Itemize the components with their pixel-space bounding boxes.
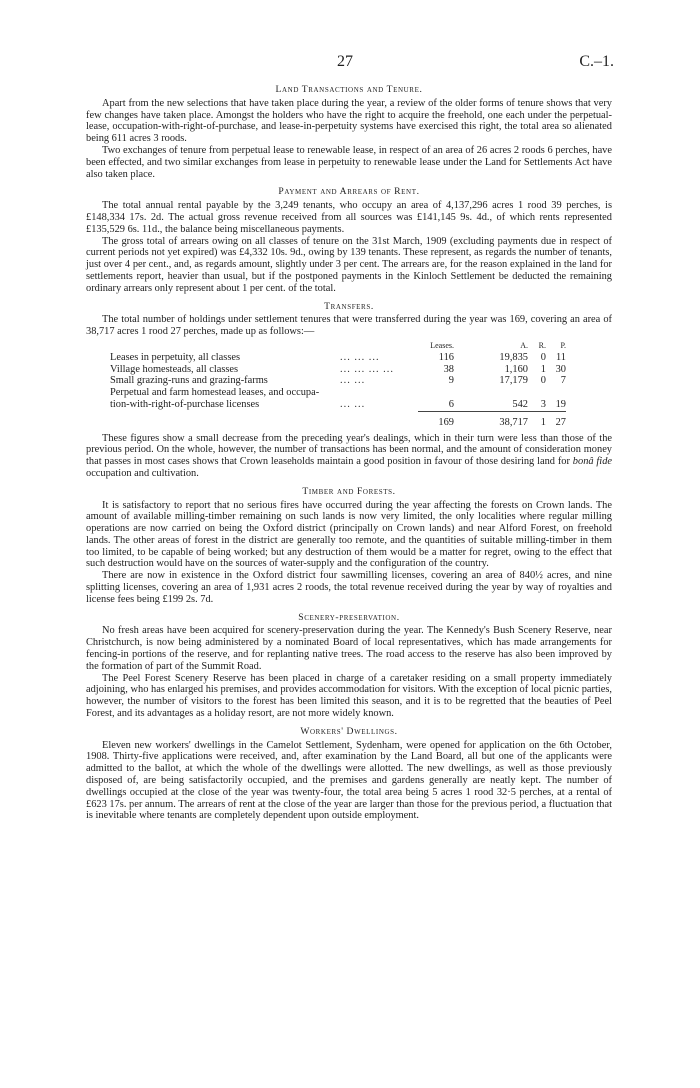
paragraph: Apart from the new selections that have taken place during the year, a review of the older forms of tenure shows that very few changes have taken place. Amongst the holders who have the right to acquire the freehold, one each under the perpetual-lease, occupation-with-right-of-purchase, and lease-in-perpetuity systems have exercised this right, the total area so alienated being 611 acres 3 roods.	[86, 97, 612, 145]
leader-dots: ... ...	[340, 375, 366, 387]
page-number: 27	[337, 53, 353, 70]
paragraph: Eleven new workers' dwellings in the Camelot Settlement, Sydenham, were opened for application on the 6th October, 1908. Thirty-five applications were received, and, after examination by the Land Board, all but one of the applicants were admitted to the ballot, at which the whole of the dwellings were allotted. The new dwellings, as well as those previously disposed of, are being satisfactorily occupied, and the premises and gardens generally are neatly kept. The number of dwellings occupied at the close of the year was twenty-four, the total area being 5 acres 1 rood 32·5 perches, at a rental of £623 17s. per annum. The arrears of rent at the close of the year are larger than those for the previous period, a fluctuation that is inevitable where tenants are completely dependent upon outside employment.	[86, 739, 612, 822]
cell-roods: 3	[540, 398, 546, 410]
total-acres: 38,717	[454, 411, 528, 428]
paragraph: No fresh areas have been acquired for scenery-preservation during the year. The Kennedy's Bush Scenery Reserve, near Christchurch, is now being administered by a nominated Board of local representatives, which has made arrangements for fencing-in portions of the reserve, and for replanting native trees. The road access to the reserve has also been improved by the formation of part of the Summit Road.	[86, 625, 612, 672]
table-row-continuation	[110, 399, 566, 411]
cell-perches: 19	[555, 398, 566, 410]
table-row	[110, 352, 566, 364]
italic-phrase: bonâ fide	[572, 456, 612, 468]
cell-perches: 30	[555, 363, 566, 375]
col-header-perches: P.	[560, 340, 566, 350]
paragraph	[86, 433, 612, 480]
table-total-row	[110, 411, 566, 428]
cell-roods: 0	[540, 375, 546, 387]
table-header-row	[110, 340, 566, 352]
row-label: Village homesteads, all classes	[110, 363, 239, 375]
section-heading: Transfers.	[324, 300, 374, 312]
leader-dots: ... ...	[340, 399, 366, 411]
cell-leases: 38	[443, 363, 454, 375]
report-reference: C.–1.	[579, 53, 614, 70]
leader-dots: ... ... ... ...	[340, 363, 394, 375]
col-header-leases: Leases.	[430, 340, 454, 350]
cell-acres: 19,835	[499, 351, 528, 363]
paragraph: The gross total of arrears owing on all classes of tenure on the 31st March, 1909 (excluding payments due in respect of current periods not yet expired) was £4,332 10s. 9d., owing by 139 tenants. These represent, as regards the number of tenants, just over 4 per cent., and, as regards amount, slightly under 3 per cent. The arrears are, for the reason explained in the land for settlements report, heavier than usual, but if the postponed payments in the Kinloch Settlement be deducted the remaining ordinary arrears only represent about 1 per cent. of the total.	[86, 235, 612, 294]
cell-perches: 7	[560, 375, 566, 387]
section-heading: Land Transactions and Tenure.	[275, 84, 423, 95]
paragraph: Two exchanges of tenure from perpetual lease to renewable lease, in respect of an area of 26 acres 2 roods 6 perches, have been effected, and two similar exchanges from lease in perpetuity to renewable lease under the Land for Settlements Act have also taken place.	[86, 144, 612, 180]
cell-leases: 116	[438, 351, 454, 363]
paragraph: There are now in existence in the Oxford district four sawmilling licenses, covering an area of 840½ acres, and nine splitting licenses, covering an area of 1,931 acres 2 roods, the total revenue received during the year by way of royalties and license fees being £199 2s. 7d.	[86, 570, 612, 605]
cell-acres: 1,160	[504, 363, 528, 375]
row-label: Small grazing-runs and grazing-farms	[110, 375, 268, 387]
cell-acres: 17,179	[499, 375, 528, 387]
row-label: Perpetual and farm homestead leases, and occupa-	[110, 387, 320, 399]
row-label: Leases in perpetuity, all classes	[110, 351, 241, 363]
section-land-transactions	[86, 84, 612, 180]
table-row	[110, 364, 566, 376]
row-label-continuation: tion-with-right-of-purchase licenses	[110, 399, 260, 411]
paragraph: It is satisfactory to report that no serious fires have occurred during the year affecting the forests on Crown lands. The amount of available milling-timber remaining on such lands is now very limited, the only localities where regular milling operations are now carried on being the Oxford district (principally on Crown lands) and near Alford Forest, on freehold lands. The other areas of forest in the district are generally too remote, and the quantities of suitable milling-timber in them too limited, to be capable of being worked; but any destruction of them would be a matter for regret, owing to the effect that such destruction would have on the sources of water-supply and the configuration of the country.	[86, 499, 612, 570]
section-heading: Scenery-preservation.	[298, 611, 400, 623]
total-roods: 1	[528, 411, 546, 428]
section-timber-forests	[86, 486, 612, 606]
section-heading: Timber and Forests.	[302, 485, 396, 497]
total-perches: 27	[546, 411, 566, 428]
col-header-acres: A.	[520, 340, 528, 350]
leader-dots: ... ... ...	[340, 351, 380, 363]
cell-leases: 6	[448, 398, 454, 410]
paragraph: The total annual rental payable by the 3,249 tenants, who occupy an area of 4,137,296 acres 1 rood 39 perches, is £148,334 17s. 2d. The actual gross revenue received from all sources was £141,145 9s. 4d., of which rents represented £135,529 6s. 11d., the balance being miscellaneous payments.	[86, 200, 612, 235]
cell-perches: 11	[555, 351, 566, 363]
section-heading: Payment and Arrears of Rent.	[278, 186, 420, 198]
section-heading: Workers' Dwellings.	[300, 725, 398, 737]
table-row	[110, 387, 566, 399]
text-run: These figures show a small decrease from the preceding year's dealings, which in their turn were less than those of the previous period. On the whole, however, the number of transactions has been normal, and the amount of consideration money that passes in most cases shows that Crown leaseholds maintain a good position in favour of those desiring land for	[86, 432, 612, 468]
paragraph: The total number of holdings under settlement tenures that were transferred during the year was 169, covering an area of 38,717 acres 1 rood 27 perches, made up as follows:—	[86, 314, 612, 338]
section-transfers	[86, 301, 612, 480]
text-run: occupation and cultivation.	[86, 467, 199, 479]
cell-roods: 0	[540, 351, 546, 363]
section-payment-arrears	[86, 186, 612, 294]
transfers-table	[110, 340, 566, 429]
paragraph: The Peel Forest Scenery Reserve has been placed in charge of a caretaker residing on a small property immediately adjoining, who has enlarged his premises, and provides accommodation for visitors. With the exception of local picnic parties, however, the number of visitors to the forest has been limited this season, and it is to be regretted that the beauties of Peel Forest, and its advantages as a holiday resort, are not more widely known.	[86, 672, 612, 720]
cell-roods: 1	[540, 363, 546, 375]
col-header-roods: R.	[538, 340, 546, 350]
total-leases: 169	[418, 411, 454, 428]
section-scenery-preservation	[86, 612, 612, 720]
cell-acres: 542	[512, 398, 528, 410]
section-workers-dwellings	[86, 726, 612, 822]
table-row	[110, 375, 566, 387]
cell-leases: 9	[448, 375, 454, 387]
